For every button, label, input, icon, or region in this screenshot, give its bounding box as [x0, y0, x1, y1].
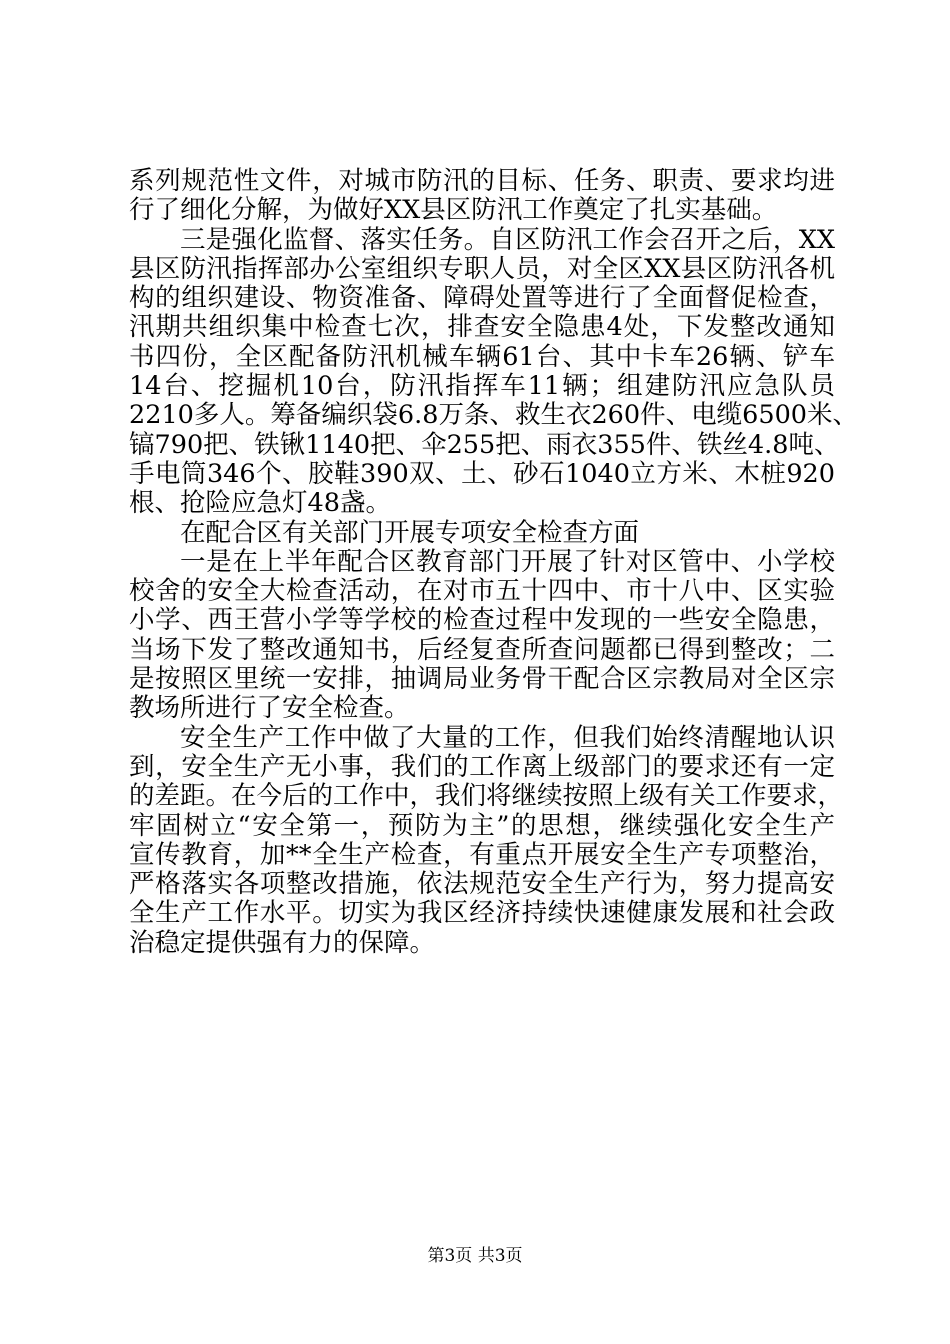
text-line: 县区防汛指挥部办公室组织专职人员，对全区XX县区防汛各机 [129, 253, 835, 284]
text-line: 书四份，全区配备防汛机械车辆61台、其中卡车26辆、铲车 [129, 341, 835, 372]
text-line: 行了细化分解，为做好XX县区防汛工作奠定了扎实基础。 [129, 195, 778, 226]
text-line: 小学、西王营小学等学校的检查过程中发现的一些安全隐患， [129, 605, 835, 636]
paragraph [129, 548, 835, 724]
document-body [129, 166, 859, 958]
text-line: 的差距。在今后的工作中，我们将继续按照上级有关工作要求， [129, 781, 844, 812]
text-line: 是按照区里统一安排，抽调局业务骨干配合区宗教局对全区宗 [129, 664, 835, 695]
text-line: 教场所进行了安全检查。 [129, 693, 410, 724]
text-line: 宣传教育，加**全生产检查，有重点开展安全生产专项整治， [129, 839, 835, 870]
text-line: 2210多人。筹备编织袋6.8万条、救生衣260件、电缆6500米、 [129, 400, 859, 431]
text-line: 系列规范性文件，对城市防汛的目标、任务、职责、要求均进 [129, 166, 835, 196]
section-heading: 在配合区有关部门开展专项安全检查方面 [180, 517, 640, 548]
paragraph [129, 167, 835, 226]
text-line: 手电筒346个、胶鞋390双、土、砂石1040立方米、木桩920 [129, 458, 835, 489]
text-line: 到，安全生产无小事，我们的工作离上级部门的要求还有一定 [129, 751, 835, 782]
text-line: 治稳定提供强有力的保障。 [129, 927, 436, 958]
text-line: 根、抢险应急灯48盏。 [129, 488, 391, 519]
page-number-footer: 第3页 共3页 [427, 1246, 523, 1266]
text-line: 严格落实各项整改措施，依法规范安全生产行为，努力提高安 [129, 869, 835, 900]
paragraph [129, 224, 859, 519]
text-line: 安全生产工作中做了大量的工作，但我们始终清醒地认识 [180, 722, 835, 753]
text-line: 构的组织建设、物资准备、障碍处置等进行了全面督促检查， [129, 283, 835, 314]
text-line: 当场下发了整改通知书，后经复查所查问题都已得到整改；二 [129, 634, 835, 665]
paragraph [129, 519, 835, 548]
text-line: 全生产工作水平。切实为我区经济持续快速健康发展和社会政 [129, 898, 835, 929]
text-line: 镐790把、铁锹1140把、伞255把、雨衣355件、铁丝4.8吨、 [129, 429, 840, 460]
text-line: 校舍的安全大检查活动，在对市五十四中、市十八中、区实验 [129, 576, 835, 607]
text-line: 牢固树立“安全第一，预防为主”的思想，继续强化安全生产 [129, 810, 835, 841]
paragraph [129, 722, 844, 958]
text-line: 一是在上半年配合区教育部门开展了针对区管中、小学校 [180, 546, 835, 577]
text-line: 汛期共组织集中检查七次，排查安全隐患4处，下发整改通知 [129, 312, 835, 343]
text-line: 三是强化监督、落实任务。自区防汛工作会召开之后，XX [180, 224, 835, 255]
text-line: 14台、挖掘机10台，防汛指挥车11辆；组建防汛应急队员 [129, 371, 835, 402]
